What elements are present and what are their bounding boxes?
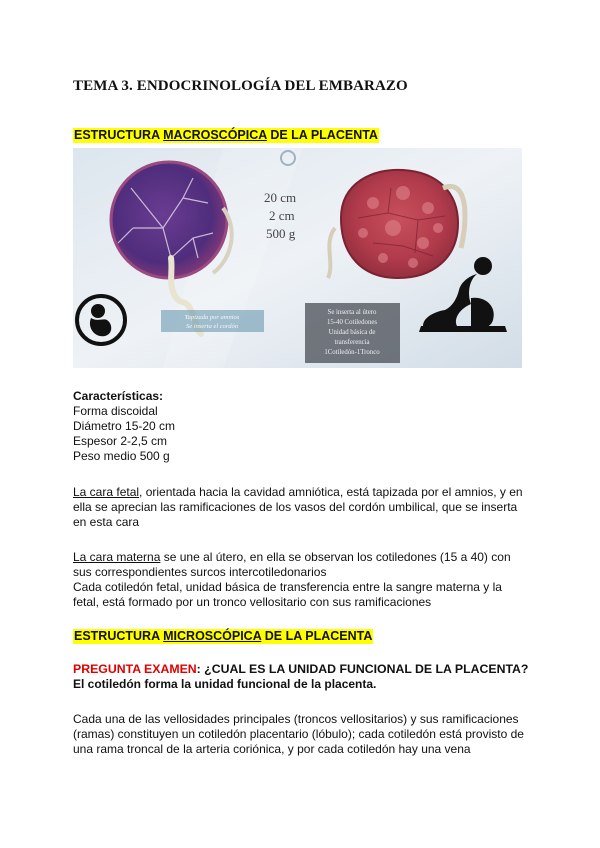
characteristic-item: Peso medio 500 g: [73, 449, 170, 463]
maternal-face-line4: fetal, está formado por un tronco vellositario con sus ramificaciones: [73, 595, 432, 609]
fetal-face-text: , orientada hacia la cavidad amniótica, está tapizada por el amnios, y en: [139, 485, 523, 499]
exam-label: PREGUNTA EXAMEN: [73, 662, 197, 676]
characteristic-item: Forma discoidal: [73, 404, 158, 418]
page-title: TEMA 3. ENDOCRINOLOGÍA DEL EMBARAZO: [73, 78, 408, 94]
maternal-face-label: La cara materna: [73, 550, 161, 564]
exam-question-text: : ¿CUAL ES LA UNIDAD FUNCIONAL DE LA PLACENTA?: [196, 662, 529, 676]
final-paragraph-line1: Cada una de las vellosidades principales (troncos vellositarios) y sus ramificaciones: [73, 712, 519, 726]
heading-underlined-word: MICROSCÓPICA: [163, 629, 262, 643]
maternal-face-text: se une al útero, en ella se observan los cotiledones (15 a 40) con: [160, 550, 511, 564]
placenta-illustration: [73, 148, 522, 368]
exam-answer: El cotiledón forma la unidad funcional de la placenta.: [73, 677, 377, 691]
section-heading-macroscopic: [73, 128, 379, 143]
maternal-face-line1: [73, 550, 533, 565]
heading-suffix: DE LA PLACENTA: [261, 629, 373, 643]
heading-prefix: ESTRUCTURA: [74, 629, 164, 643]
fetal-face-line3: en esta cara: [73, 515, 140, 529]
heading-prefix: ESTRUCTURA: [74, 128, 164, 142]
characteristics-heading: Características:: [73, 389, 164, 403]
fetal-face-line2: ella se aprecian las ramificaciones de los vasos del cordón umbilical, que se inserta: [73, 500, 518, 514]
fetal-face-line1: [73, 485, 533, 500]
measurement-diameter: 20 cm: [264, 190, 297, 205]
final-paragraph-line2: (ramas) constituyen un cotiledón placentario (lóbulo); cada cotiledón está provisto de: [73, 727, 524, 741]
fetal-face-label: La cara fetal: [73, 485, 140, 499]
maternal-face-line2: sus correspondientes surcos intercotiledonarios: [73, 565, 327, 579]
final-paragraph-line3: una rama troncal de la arteria coriónica, y por cada cotiledón hay una vena: [73, 742, 471, 756]
heading-suffix: DE LA PLACENTA: [266, 128, 378, 142]
measurement-thickness: 2 cm: [269, 208, 295, 223]
placenta-figure: [73, 148, 522, 368]
maternal-face-line3: Cada cotiledón fetal, unidad básica de transferencia entre la sangre materna y la: [73, 580, 502, 594]
right-label-line2: 15-40 Cotiledones: [326, 319, 378, 326]
characteristic-item: Diámetro 15-20 cm: [73, 419, 176, 433]
left-label-line1: Tapizada por amnios: [184, 314, 240, 321]
left-label-line2: Se inserta el cordón: [186, 323, 238, 330]
characteristic-item: Espesor 2-2,5 cm: [73, 434, 168, 448]
exam-question: [73, 662, 553, 677]
right-label-line1: Se inserta al útero: [327, 309, 377, 316]
right-label-line5: 1Cotiledón-1Tronco: [324, 349, 380, 356]
right-label-line4: transferencia: [334, 339, 370, 346]
measurement-weight: 500 g: [266, 226, 296, 241]
right-label-line3: Unidad básica de: [328, 329, 376, 336]
heading-underlined-word: MACROSCÓPICA: [163, 128, 267, 142]
section-heading-microscopic: [73, 629, 373, 644]
